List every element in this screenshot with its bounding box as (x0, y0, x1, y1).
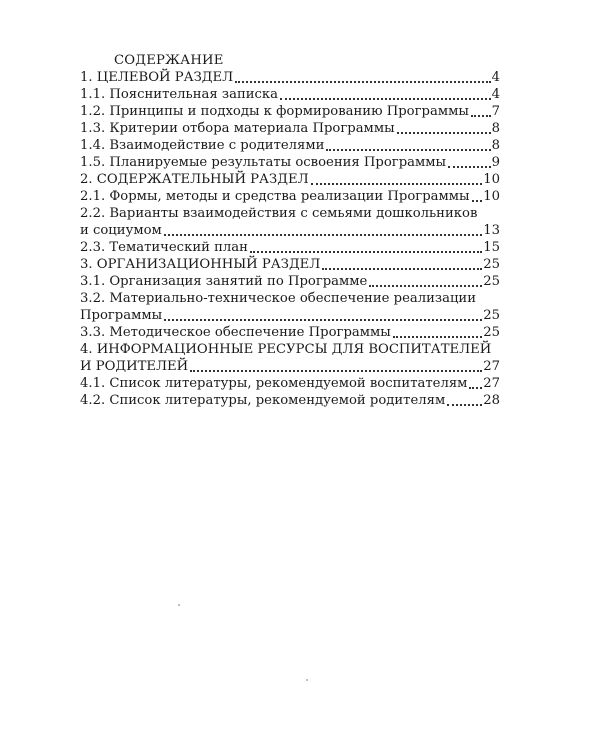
leader-dots (471, 114, 491, 117)
toc-entry-label: 1.2. Принципы и подходы к формированию Программы (80, 104, 469, 119)
toc-entry-label: 2.3. Тематический план (80, 240, 248, 255)
leader-dots (311, 182, 483, 185)
toc-entry-1-2[interactable] (80, 103, 500, 120)
toc-entry-label-line1: 3.2. Материально-техническое обеспечение реализации (80, 291, 477, 306)
leader-dots (397, 131, 491, 134)
toc-entry-label-line1: 4. ИНФОРМАЦИОННЫЕ РЕСУРСЫ ДЛЯ ВОСПИТАТЕЛЕЙ (80, 342, 492, 357)
leader-dots (250, 250, 482, 253)
toc-entry-page: 10 (483, 172, 500, 187)
leader-dots (472, 199, 483, 202)
toc-entry-label: 4.1. Список литературы, рекомендуемой воспитателям (80, 376, 468, 391)
toc-entry-page: 13 (483, 223, 500, 238)
toc-entry-page: 25 (483, 257, 500, 272)
toc-entry-1[interactable] (80, 69, 500, 86)
toc-entry-page: 25 (483, 325, 500, 340)
toc-entry-label: 1.3. Критерии отбора материала Программы (80, 121, 395, 136)
toc-entry-3-2[interactable] (80, 290, 500, 324)
leader-dots (164, 233, 482, 236)
leader-dots (326, 148, 490, 151)
toc-entry-label: 2.1. Формы, методы и средства реализации Программы (80, 189, 470, 204)
toc-entry-3-3[interactable] (80, 324, 500, 341)
leader-dots (447, 403, 482, 406)
toc-entry-page: 27 (483, 359, 500, 374)
toc-entry-1-4[interactable] (80, 137, 500, 154)
leader-dots (322, 267, 482, 270)
toc-entry-label: 1. ЦЕЛЕВОЙ РАЗДЕЛ (80, 70, 234, 85)
toc-entry-2-2[interactable] (80, 205, 500, 239)
toc-entry-page: 8 (491, 138, 500, 153)
scan-speck (306, 679, 308, 681)
toc-entry-4-1[interactable] (80, 375, 500, 392)
toc-entry-2-1[interactable] (80, 188, 500, 205)
toc-entry-page: 8 (491, 121, 500, 136)
toc-entry-1-1[interactable] (80, 86, 500, 103)
toc-entry-page: 7 (491, 104, 500, 119)
toc-entry-4-2[interactable] (80, 392, 500, 409)
toc-entry-label: 2. СОДЕРЖАТЕЛЬНЫЙ РАЗДЕЛ (80, 172, 309, 187)
toc-entry-label: 1.5. Планируемые результаты освоения Программы (80, 155, 447, 170)
toc-entry-1-3[interactable] (80, 120, 500, 137)
toc-entry-4[interactable] (80, 341, 500, 375)
toc-entry-label-line2: Программы (80, 308, 163, 323)
leader-dots (235, 80, 490, 83)
leader-dots (280, 97, 491, 100)
toc-entry-page: 15 (483, 240, 500, 255)
toc-entry-page: 28 (483, 393, 500, 408)
toc-entry-label: 3. ОРГАНИЗАЦИОННЫЙ РАЗДЕЛ (80, 257, 321, 272)
toc-entry-2-3[interactable] (80, 239, 500, 256)
toc-entry-page: 4 (491, 87, 500, 102)
toc-entry-label: 3.3. Методическое обеспечение Программы (80, 325, 391, 340)
toc-entry-label-line2: и социумом (80, 223, 162, 238)
scan-speck (178, 604, 180, 606)
toc-entry-label-line2: И РОДИТЕЛЕЙ (80, 359, 189, 374)
toc-entry-3[interactable] (80, 256, 500, 273)
toc-entry-label: 1.1. Пояснительная записка (80, 87, 279, 102)
leader-dots (469, 386, 482, 389)
toc-entry-label: 3.1. Организация занятий по Программе (80, 274, 368, 289)
leader-dots (369, 284, 482, 287)
toc-entry-3-1[interactable] (80, 273, 500, 290)
leader-dots (164, 318, 482, 321)
toc-entry-label-line1: 2.2. Варианты взаимодействия с семьями дошкольников (80, 206, 478, 221)
toc-entry-page: 4 (491, 70, 500, 85)
toc-entry-page: 10 (483, 189, 500, 204)
leader-dots (448, 165, 491, 168)
toc-entry-page: 25 (483, 308, 500, 323)
leader-dots (190, 369, 482, 372)
table-of-contents (80, 52, 500, 409)
toc-entry-page: 27 (483, 376, 500, 391)
leader-dots (393, 335, 482, 338)
toc-title: СОДЕРЖАНИЕ (114, 53, 224, 68)
toc-entry-2[interactable] (80, 171, 500, 188)
toc-entry-label: 4.2. Список литературы, рекомендуемой родителям (80, 393, 446, 408)
toc-entry-label: 1.4. Взаимодействие с родителями (80, 138, 325, 153)
toc-entry-page: 25 (483, 274, 500, 289)
toc-entry-page: 9 (491, 155, 500, 170)
toc-entry-1-5[interactable] (80, 154, 500, 171)
